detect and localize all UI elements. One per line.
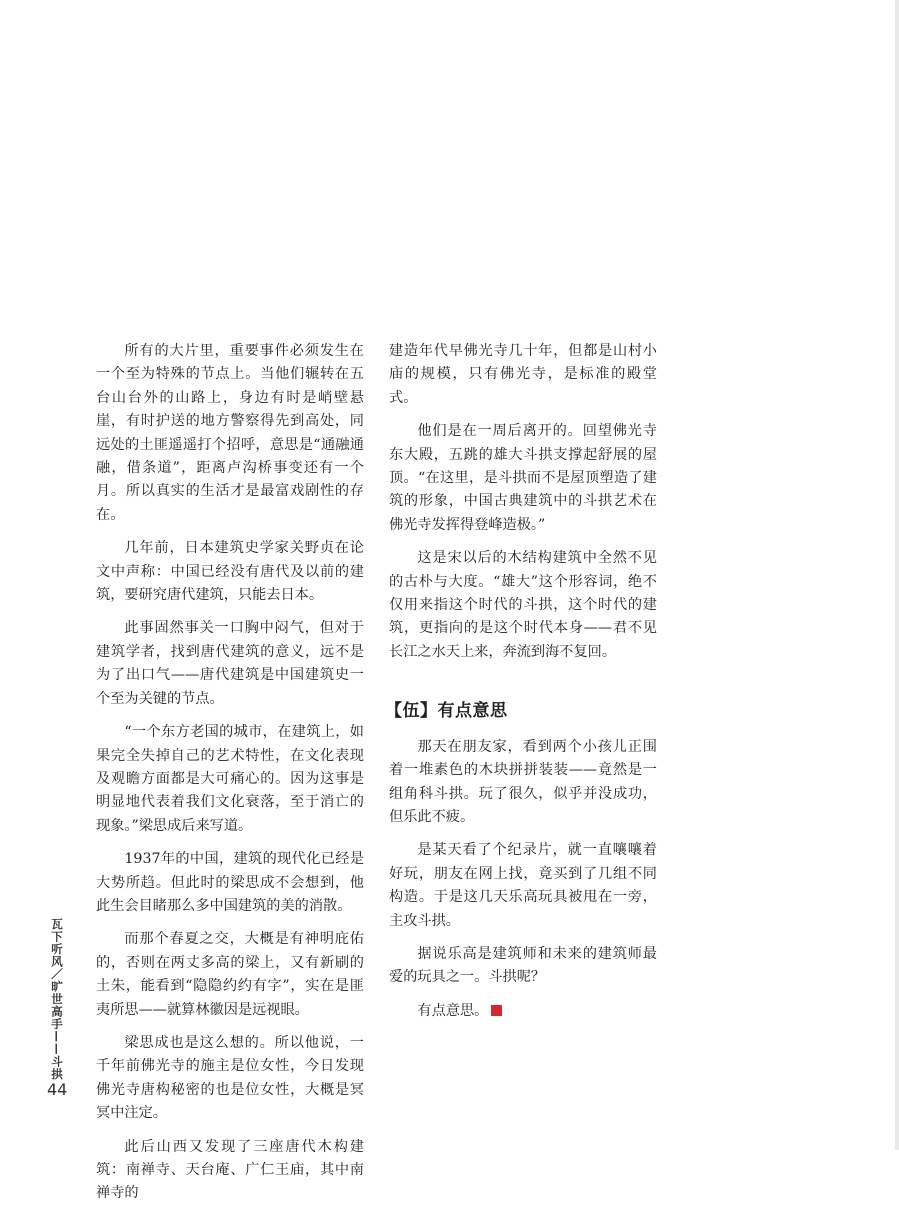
- paragraph: 他们是在一周后离开的。回望佛光寺东大殿，五跳的雄大斗拱支撑起舒展的屋顶。“在这里，是斗拱而不是屋顶塑造了建筑的形象，中国古典建筑中的斗拱艺术在佛光寺发挥得登峰造极。”: [389, 423, 657, 533]
- paragraph: 所有的大片里，重要事件必须发生在一个至为特殊的节点上。当他们辗转在五台山台外的山路上，身边有时是峭壁悬崖，有时护送的地方警察得先到高处，同远处的土匪遥遥打个招呼，意思是“通融通融，借条道”，距离卢沟桥事变还有一个月。所以真实的生活才是最富戏剧性的存在。: [96, 343, 364, 523]
- paragraph: 这是宋以后的木结构建筑中全然不见的古朴与大度。“雄大”这个形容词，绝不仅用来指这个时代的斗拱，这个时代的建筑，更指向的是这个时代本身——君不见长江之水天上来，奔流到海不复回。: [389, 550, 657, 660]
- paragraph: “一个东方老国的城市，在建筑上，如果完全失掉自己的艺术特性，在文化表现及观瞻方面都是大可痛心的。因为这事是明显地代表着我们文化衰落，至于消亡的现象。”梁思成后来写道。: [96, 724, 364, 834]
- paragraph: 1937年的中国，建筑的现代化已经是大势所趋。但此时的梁思成不会想到，他此生会目睹那么多中国建筑的美的消散。: [96, 851, 364, 914]
- page-edge: [895, 0, 899, 1150]
- paragraph: 几年前，日本建筑史学家关野贞在论文中声称：中国已经没有唐代及以前的建筑，要研究唐代建筑，只能去日本。: [96, 540, 364, 604]
- paragraph: 此后山西又发现了三座唐代木构建筑：南禅寺、天台庵、广仁王庙，其中南禅寺的: [96, 1138, 364, 1202]
- paragraph-continued: 建造年代早佛光寺几十年，但都是山村小庙的规模，只有佛光寺，是标准的殿堂式。: [389, 343, 657, 406]
- page-number: 44: [47, 1080, 68, 1099]
- paragraph: 那天在朋友家，看到两个小孩儿正围着一堆素色的木块拼拼装装——竟然是一组角科斗拱。玩了很久，似乎并没成功，但乐此不疲。: [389, 738, 657, 825]
- closing-line: 有点意思。: [417, 1002, 489, 1019]
- right-column: [385, 340, 657, 1033]
- paragraph: 梁思成也是这么想的。所以他说，一千年前佛光寺的施主是位女性，今日发现佛光寺唐构秘密的也是位女性，大概是冥冥中注定。: [96, 1034, 364, 1122]
- section-heading: 【伍】有点意思: [385, 701, 508, 722]
- end-of-article-mark: [491, 1005, 502, 1016]
- left-column: [96, 340, 364, 1216]
- closing-paragraph: [389, 1000, 657, 1023]
- paragraph: 是某天看了个纪录片，就一直嚷嚷着好玩，朋友在网上找，竟买到了几组不同构造。于是这几天乐高玩具被甩在一旁，主攻斗拱。: [389, 842, 657, 929]
- paragraph: 此事固然事关一口胸中闷气，但对于建筑学者，找到唐代建筑的意义，远不是为了出口气——唐代建筑是中国建筑史一个至为关键的节点。: [96, 620, 364, 707]
- paragraph: 据说乐高是建筑师和未来的建筑师最爱的玩具之一。斗拱呢？: [389, 945, 657, 986]
- running-head: 瓦下听风／旷世高手——斗拱: [50, 918, 64, 1081]
- paragraph: 而那个春夏之交，大概是有神明庇佑的，否则在两丈多高的梁上，又有新刷的土朱，能看到“隐隐约约有字”，实在是匪夷所思——就算林徽因是远视眼。: [96, 931, 364, 1018]
